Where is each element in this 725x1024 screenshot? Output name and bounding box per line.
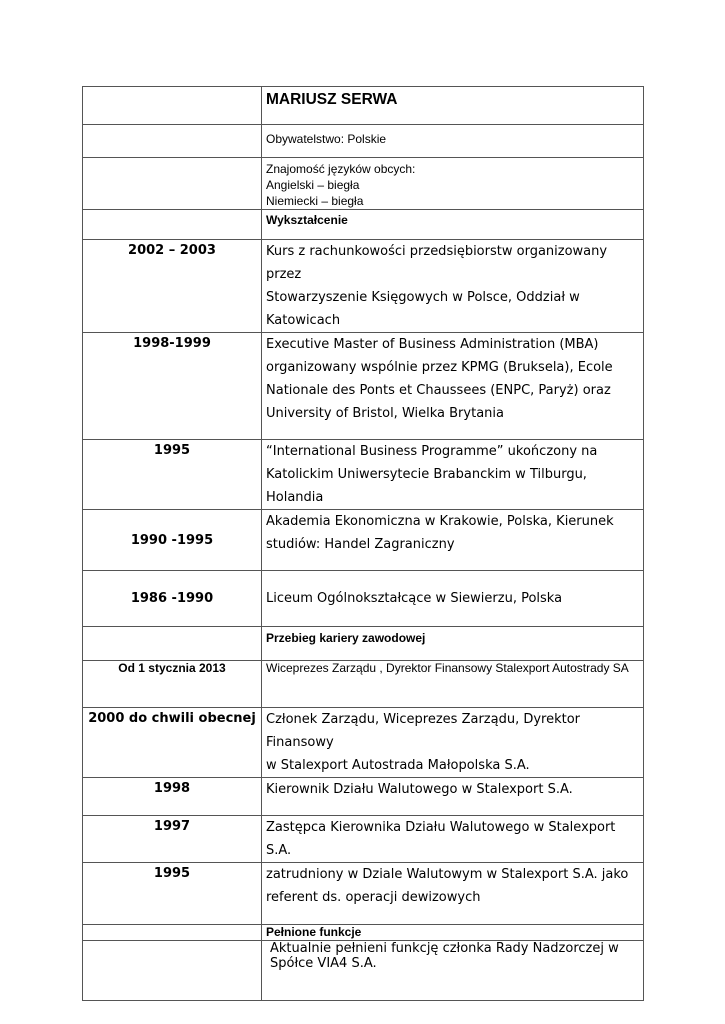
career-date: 1998 — [83, 778, 262, 816]
desc-line: Liceum Ogólnokształcące w Siewierzu, Polska — [266, 591, 563, 606]
languages-title: Znajomość języków obcych: — [266, 162, 416, 176]
desc-line: referent ds. operacji dewizowych — [266, 890, 481, 905]
education-date: 2002 – 2003 — [83, 240, 262, 333]
cv-table — [82, 86, 644, 1001]
desc-line: Nationale des Ponts et Chaussees (ENPC, Paryż) oraz — [266, 383, 611, 398]
name-row — [83, 87, 644, 125]
career-desc — [262, 778, 644, 816]
desc-line: organizowany wspólnie przez KPMG (Bruksela), Ecole — [266, 360, 613, 375]
career-date: Od 1 stycznia 2013 — [83, 661, 262, 708]
education-desc — [262, 571, 644, 627]
career-row — [83, 863, 644, 925]
career-desc — [262, 863, 644, 925]
education-row — [83, 440, 644, 510]
education-row — [83, 510, 644, 571]
education-desc — [262, 333, 644, 440]
desc-line: Członek Zarządu, Wiceprezes Zarządu, Dyrektor Finansowy — [266, 712, 581, 750]
desc-line: Executive Master of Business Administration (MBA) — [266, 337, 599, 352]
career-date: 1997 — [83, 816, 262, 863]
languages-row — [83, 158, 644, 210]
desc-line: Kurs z rachunkowości przedsiębiorstw organizowany przez — [266, 244, 608, 282]
desc-line: Stowarzyszenie Księgowych w Polsce, Oddział w Katowicach — [266, 290, 580, 328]
education-row — [83, 571, 644, 627]
desc-line: w Stalexport Autostrada Małopolska S.A. — [266, 758, 530, 773]
education-header-row — [83, 210, 644, 240]
functions-desc — [262, 941, 644, 1001]
education-desc — [262, 440, 644, 510]
career-desc — [262, 708, 644, 778]
career-date: 1995 — [83, 863, 262, 925]
citizenship-row — [83, 125, 644, 158]
desc-line: zatrudniony w Dziale Walutowym w Stalexport S.A. jako — [266, 867, 629, 882]
education-row — [83, 333, 644, 440]
career-desc — [262, 816, 644, 863]
person-name: MARIUSZ SERWA — [262, 87, 644, 125]
functions-header-row — [83, 925, 644, 941]
career-row — [83, 708, 644, 778]
career-row — [83, 816, 644, 863]
desc-line: “International Business Programme” ukończony na — [266, 444, 598, 459]
education-desc — [262, 510, 644, 571]
desc-line: University of Bristol, Wielka Brytania — [266, 406, 504, 421]
citizenship: Obywatelstwo: Polskie — [262, 125, 644, 158]
desc-line: Spółce VIA4 S.A. — [270, 956, 377, 971]
education-date: 1990 -1995 — [83, 510, 262, 571]
career-desc: Wiceprezes Zarządu , Dyrektor Finansowy Stalexport Autostrady SA — [262, 661, 644, 708]
education-desc — [262, 240, 644, 333]
career-date: 2000 do chwili obecnej — [83, 708, 262, 778]
desc-line: Zastępca Kierownika Działu Walutowego w Stalexport S.A. — [266, 820, 616, 858]
functions-title: Pełnione funkcje — [262, 925, 644, 941]
desc-line: Aktualnie pełnieni funkcję członka Rady Nadzorczej w — [270, 941, 619, 956]
desc-line: Kierownik Działu Walutowego w Stalexport S.A. — [266, 782, 573, 797]
education-date: 1986 -1990 — [83, 571, 262, 627]
career-row — [83, 661, 644, 708]
functions-row — [83, 941, 644, 1001]
education-date: 1995 — [83, 440, 262, 510]
desc-line: studiów: Handel Zagraniczny — [266, 537, 455, 552]
career-header-row — [83, 627, 644, 661]
education-row — [83, 240, 644, 333]
languages-cell — [262, 158, 644, 210]
career-title: Przebieg kariery zawodowej — [262, 627, 644, 661]
education-date: 1998-1999 — [83, 333, 262, 440]
desc-line: Akademia Ekonomiczna w Krakowie, Polska, Kierunek — [266, 514, 614, 529]
education-title: Wykształcenie — [262, 210, 644, 240]
desc-line: Katolickim Uniwersytecie Brabanckim w Tilburgu, Holandia — [266, 467, 587, 505]
career-row — [83, 778, 644, 816]
language-item: Niemiecki – biegła — [266, 194, 364, 208]
language-item: Angielski – biegła — [266, 178, 360, 192]
